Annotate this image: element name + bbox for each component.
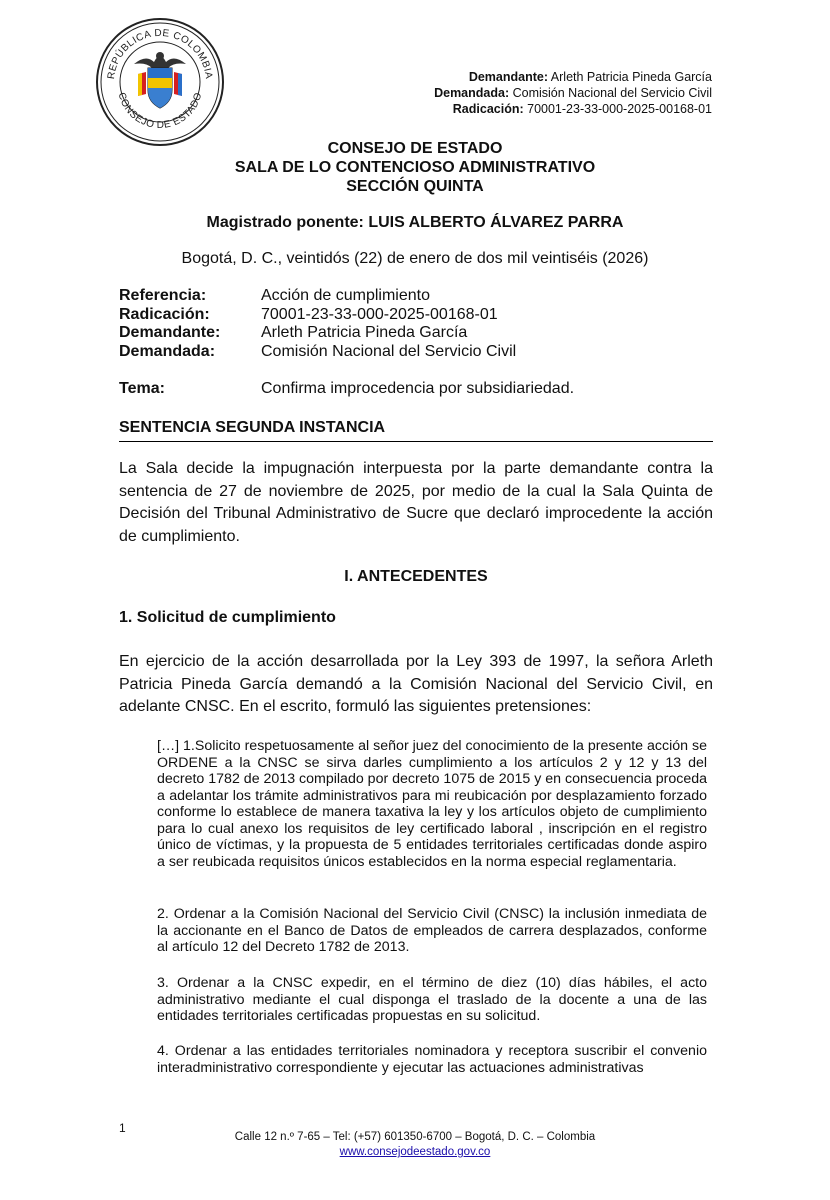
reference-value: Comisión Nacional del Servicio Civil <box>261 342 517 360</box>
footer <box>0 1130 830 1160</box>
intro-paragraph: La Sala decide la impugnación interpuesta por la parte demandante contra la sentencia de 27 de noviembre de 2025, por medio de la cual la Sala Quinta de Decisión del Tribunal Administrativo de Sucre que declaró improcedente la acción de cumplimiento. <box>119 460 713 545</box>
solicitud-heading: 1. Solicitud de cumplimiento <box>119 609 336 626</box>
body-paragraph: En ejercicio de la acción desarrollada por la Ley 393 de 1997, la señora Arleth Patricia Pineda García demandó a la Comisión Nacional del Servicio Civil, en adelante CNSC. En el escrito, formuló las siguientes pretensiones: <box>119 653 713 715</box>
quoted-pretension: 2. Ordenar a la Comisión Nacional del Servicio Civil (CNSC) la inclusión inmediata de la accionante en el Banco de Datos de empleados de carrera desplazados, conforme al artículo 12 del Decreto 1782 de 2013. <box>157 906 707 955</box>
footer-website-link[interactable]: www.consejodeestado.gov.co <box>339 1146 491 1158</box>
reference-label: Demandada: <box>119 342 216 360</box>
footer-address: Calle 12 n.º 7-65 – Tel: (+57) 601350-6700 – Bogotá, D. C. – Colombia <box>234 1131 596 1143</box>
reference-value: Acción de cumplimiento <box>261 287 430 304</box>
header-case-info <box>434 69 712 117</box>
reference-table <box>119 287 516 361</box>
document-date: Bogotá, D. C., veintidós (22) de enero de dos mil veintiséis (2026) <box>181 250 649 267</box>
tema-label: Tema: <box>119 380 165 397</box>
reference-value: 70001-23-33-000-2025-00168-01 <box>261 305 498 323</box>
header-radicacion-value: 70001-23-33-000-2025-00168-01 <box>527 102 712 116</box>
antecedentes-heading: I. ANTECEDENTES <box>344 568 488 585</box>
header-radicacion-label: Radicación: <box>452 102 524 116</box>
reference-row <box>119 343 516 362</box>
reference-value: Arleth Patricia Pineda García <box>261 324 468 341</box>
reference-row <box>119 287 516 306</box>
header-demandante-label: Demandante: <box>468 70 548 84</box>
sentencia-title: SENTENCIA SEGUNDA INSTANCIA <box>119 419 713 442</box>
header-demandada-label: Demandada: <box>434 86 510 100</box>
document-title <box>0 139 830 196</box>
quoted-pretension: 4. Ordenar a las entidades territoriales nominadora y receptora suscribir el convenio interadministrativo correspondiente y ejecutar las actuaciones administrativas <box>157 1043 707 1076</box>
title-line-2: SALA DE LO CONTENCIOSO ADMINISTRATIVO <box>234 159 596 176</box>
reference-label: Radicación: <box>119 305 210 323</box>
reference-label: Referencia: <box>119 287 207 304</box>
reference-row <box>119 324 516 343</box>
tema-row <box>119 380 574 398</box>
reference-row <box>119 306 516 325</box>
title-line-1: CONSEJO DE ESTADO <box>327 140 503 157</box>
tema-value: Confirma improcedencia por subsidiariedad. <box>261 380 575 397</box>
magistrado-ponente: Magistrado ponente: LUIS ALBERTO ÁLVAREZ PARRA <box>206 214 624 231</box>
quoted-pretension: 3. Ordenar a la CNSC expedir, en el término de diez (10) días hábiles, el acto administrativo mediante el cual disponga el traslado de la docente a una de las entidades territoriales certificadas propuestas en su solicitud. <box>157 975 707 1024</box>
reference-label: Demandante: <box>119 324 221 341</box>
svg-text:REPÚBLICA DE COLOMBIA: REPÚBLICA DE COLOMBIA <box>105 27 214 80</box>
header-demandante-value: Arleth Patricia Pineda García <box>550 70 712 84</box>
page-number: 1 <box>119 1121 126 1135</box>
title-line-3: SECCIÓN QUINTA <box>346 178 484 195</box>
header-demandada-value: Comisión Nacional del Servicio Civil <box>512 86 712 100</box>
quoted-pretension: […] 1.Solicito respetuosamente al señor juez del conocimiento de la presente acción se ORDENE a la CNSC se sirva darles cumplimiento a los artículos 2 y 12 y 13 del decreto 1782 de 2013 compilado por decreto 1075 de 2015 y en consecuencia proceda a adelantar los trámite administrativos para mi reubicación por desplazamiento forzado conforme lo establece de manera taxativa la ley y los artículos objeto de cumplimiento para lo cual anexo los requisitos de ley certificado laboral , inscripción en el registro único de víctimas, y la propuesta de 5 entidades territoriales certificadas donde aspiro a ser reubicada requisitos únicos establecidos en la norma especial reglamentaria. <box>157 738 707 870</box>
svg-text:CONSEJO DE ESTADO: CONSEJO DE ESTADO <box>115 91 205 132</box>
consejo-de-estado-seal-icon <box>94 16 226 148</box>
